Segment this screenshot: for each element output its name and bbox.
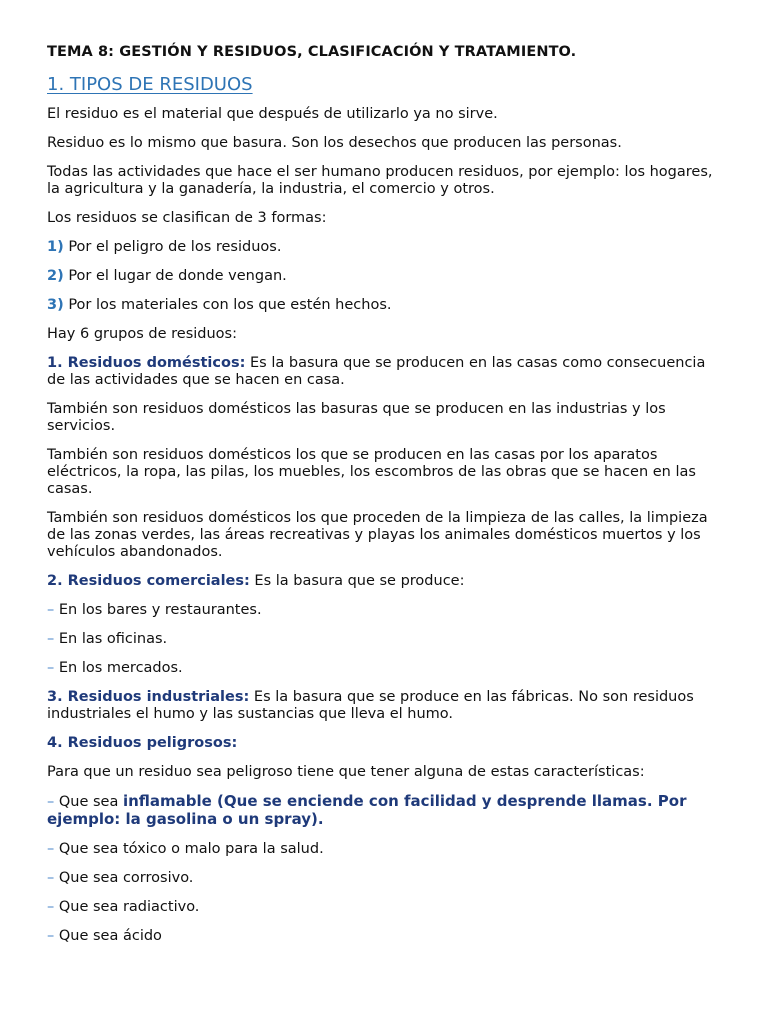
form-number: 2)	[47, 268, 64, 284]
list-item-text: Que sea ácido	[58, 928, 162, 944]
list-item	[47, 841, 727, 858]
dash-bullet: –	[47, 899, 55, 915]
dash-bullet: –	[47, 794, 55, 810]
list-item	[47, 899, 727, 916]
dash-bullet: –	[47, 660, 55, 676]
paragraph: También son residuos domésticos los que se producen en las casas por los aparatos eléctricos, la ropa, las pilas, los muebles, los escombros de las obras que se hacen en las casas.	[47, 447, 696, 497]
list-item	[47, 793, 727, 829]
form-item	[47, 239, 727, 256]
list-item	[47, 928, 727, 945]
paragraph: Hay 6 grupos de residuos:	[47, 326, 237, 342]
category-label: 4. Residuos peligrosos:	[47, 735, 238, 751]
dash-bullet: –	[47, 928, 55, 944]
document-body	[47, 44, 727, 957]
category-label: 1. Residuos domésticos:	[47, 355, 246, 371]
paragraph: También son residuos domésticos los que proceden de la limpieza de las calles, la limpieza de las zonas verdes, las áreas recreativas y playas los animales domésticos muertos y los vehículos abandonados.	[47, 510, 708, 560]
form-number: 1)	[47, 239, 64, 255]
section-heading: 1. TIPOS DE RESIDUOS	[47, 74, 253, 95]
list-item	[47, 631, 727, 648]
category-label: 3. Residuos industriales:	[47, 689, 250, 705]
list-item-text: Que sea corrosivo.	[58, 870, 194, 886]
category-label: 2. Residuos comerciales:	[47, 573, 250, 589]
list-item-text: Que sea radiactivo.	[58, 899, 200, 915]
form-text: Por el peligro de los residuos.	[68, 239, 282, 255]
list-item-text: En los bares y restaurantes.	[58, 602, 262, 618]
industriales-paragraph	[47, 689, 727, 723]
list-item-text: Que sea tóxico o malo para la salud.	[58, 841, 324, 857]
paragraph: También son residuos domésticos las basuras que se producen en las industrias y los servicios.	[47, 401, 666, 434]
list-item-text: En las oficinas.	[58, 631, 168, 647]
form-text: Por los materiales con los que estén hechos.	[68, 297, 392, 313]
paragraph: El residuo es el material que después de utilizarlo ya no sirve.	[47, 106, 498, 122]
dash-bullet: –	[47, 870, 55, 886]
dash-bullet: –	[47, 602, 55, 618]
list-item-text: En los mercados.	[58, 660, 183, 676]
peligrosos-heading	[47, 735, 727, 752]
dash-bullet: –	[47, 841, 55, 857]
category-text: Es la basura que se produce:	[249, 573, 465, 589]
category-text: Es la basura que se produce en las fábricas. No son residuos industriales el humo y las sustancias que lleva el humo.	[47, 689, 694, 722]
category-text: Es la basura que se producen en las casas como consecuencia de las actividades que se hacen en casa.	[47, 355, 706, 388]
dash-bullet: –	[47, 631, 55, 647]
paragraph: Los residuos se clasifican de 3 formas:	[47, 210, 327, 226]
paragraph: Todas las actividades que hace el ser humano producen residuos, por ejemplo: los hogares, la agricultura y la ganadería, la industria, el comercio y otros.	[47, 164, 713, 197]
comerciales-paragraph	[47, 573, 727, 590]
form-text: Por el lugar de donde vengan.	[68, 268, 287, 284]
paragraph: Para que un residuo sea peligroso tiene que tener alguna de estas características:	[47, 764, 645, 780]
form-number: 3)	[47, 297, 64, 313]
form-item	[47, 268, 727, 285]
list-item-text: Que sea	[58, 794, 123, 810]
domesticos-paragraph	[47, 355, 727, 389]
form-item	[47, 297, 727, 314]
document-title: TEMA 8: GESTIÓN Y RESIDUOS, CLASIFICACIÓN Y TRATAMIENTO.	[47, 44, 577, 60]
list-item	[47, 660, 727, 677]
list-item-emphasis: inflamable (Que se enciende con facilidad y desprende llamas. Por ejemplo: la gasolina o un spray).	[47, 792, 687, 828]
list-item	[47, 602, 727, 619]
paragraph: Residuo es lo mismo que basura. Son los desechos que producen las personas.	[47, 135, 622, 151]
list-item	[47, 870, 727, 887]
